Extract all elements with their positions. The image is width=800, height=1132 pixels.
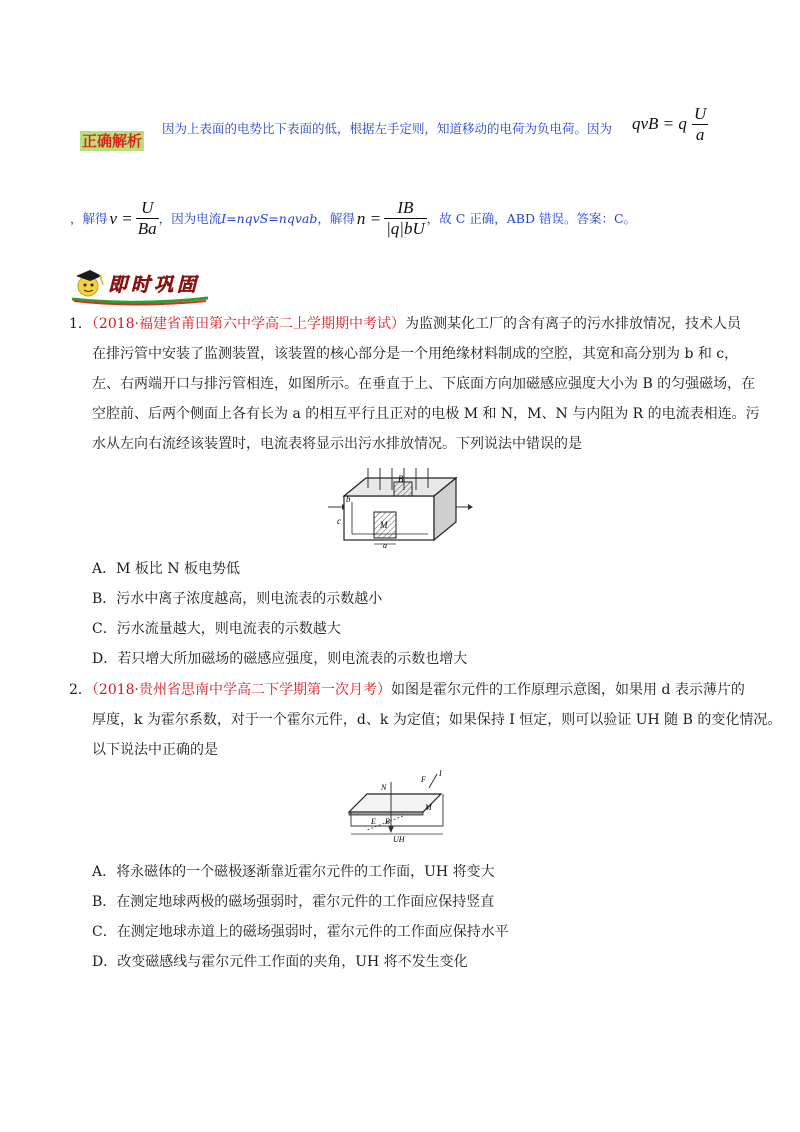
current-formula: I=nqvS=nqvab [221,210,318,226]
correct-analysis-label: 正确解析 [82,132,143,150]
question-text-line: 厚度，k 为霍尔系数，对于一个霍尔元件，d、k 为定值；如果保持 I 恒定，则可以验证 UH 随 B 的变化情况。 [92,712,782,728]
question-number: 2． [69,682,92,698]
option-b: B．在测定地球两极的磁场强弱时，霍尔元件的工作面应保持竖直 [92,894,495,910]
figure-label-E: E [371,817,376,826]
section-title: 即时巩固 [108,274,201,296]
question-source: （2018·贵州省思南中学高二下学期第一次月考） [91,682,391,698]
figure-label-c: c [337,516,341,526]
figure-label-F: F [421,775,426,784]
question-text-line: 左、右两端开口与排污管相连，如图所示。在垂直于上、下底面方向加磁感应强度大小为 B 的匀强磁场，在 [92,376,756,392]
option-b: B．污水中离子浓度越高，则电流表的示数越小 [92,591,383,607]
explanation-line-2: ，解得 v = $\frac{U}{Ba}$ ，因为电流 I=nqvS=nqvab ，解得 n = $\frac{IB}{|q|bU}$ ，故 C 正确，ABD 错误。答案：C。 [70,198,637,238]
section-header [68,266,218,306]
question-source: （2018·福建省莆田第六中学高二上学期期中考试） [91,316,405,332]
option-a: A．M 板比 N 板电势低 [92,561,241,577]
option-c: C．在测定地球赤道上的磁场强弱时，霍尔元件的工作面应保持水平 [92,924,509,940]
fraction-u-over-ba: $\frac{U}{Ba}$ [137,198,157,238]
question-number: 1． [69,316,92,332]
figure-label-N: N [381,783,387,792]
figure-label-UH: UH [393,835,405,844]
question-text-line: 在排污管中安装了监测装置，该装置的核心部分是一个用绝缘材料制成的空腔，其宽和高分别为 b 和 c， [92,346,739,362]
figure-label-a: a [383,541,387,548]
question-2-first-line: 2．（2018·贵州省思南中学高二下学期第一次月考）如图是霍尔元件的工作原理示意图，如果用 d 表示薄片的 [69,682,745,698]
question-1-first-line: 1．（2018·福建省莆田第六中学高二上学期期中考试）为监测某化工厂的含有离子的污水排放情况，技术人员 [69,316,741,332]
figure-label-I: I [439,769,442,778]
hall-element-figure [345,768,457,844]
option-c: C．污水流量越大，则电流表的示数越大 [92,621,341,637]
figure-label-M: M [380,520,388,530]
option-d: D．若只增大所加磁场的磁感应强度，则电流表的示数也增大 [92,651,468,667]
question-text-line: 水从左向右流经该装置时，电流表将显示出污水排放情况。下列说法中错误的是 [92,436,582,452]
option-d: D．改变磁感线与霍尔元件工作面的夹角，UH 将不发生变化 [92,954,468,970]
figure-label-b: b [346,494,351,504]
explanation-line-1: 因为上表面的电势比下表面的低，根据左手定则，知道移动的电荷为负电荷。因为 [162,121,613,136]
question-text-line: 空腔前、后两个侧面上各有长为 a 的相互平行且正对的电极 M 和 N，M、N 与内阻为 R 的电流表相连。污 [92,406,760,422]
figure-label-B: B [398,474,404,484]
equation-qvb: qvB = q $\frac{U}{a}$ [632,104,707,144]
fraction-ib-over-qbu: $\frac{IB}{|q|bU}$ [386,198,425,238]
sewage-monitor-figure [328,468,478,548]
figure-label-M: M [425,803,432,812]
option-a: A．将永磁体的一个磁极逐渐靠近霍尔元件的工作面，UH 将变大 [92,864,495,880]
figure-label-B: B [385,817,390,826]
question-text-line: 以下说法中正确的是 [92,742,218,758]
